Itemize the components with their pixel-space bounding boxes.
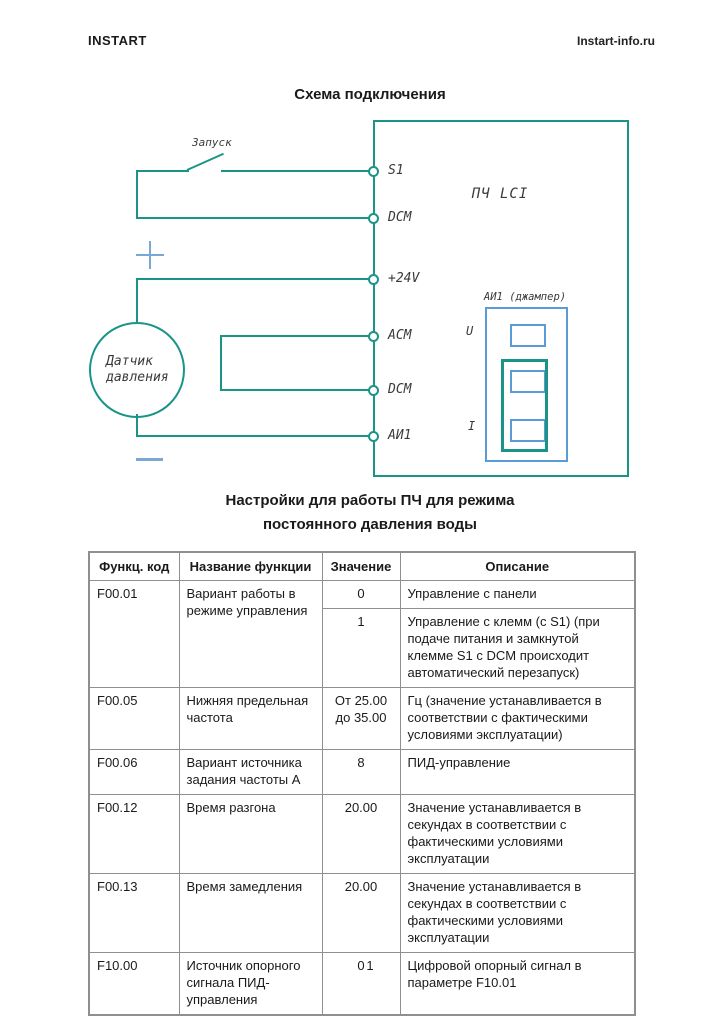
cell-value: 8 [322, 750, 400, 795]
wire-24v [136, 278, 373, 280]
jumper-voltage-label: U [466, 324, 474, 338]
cell-name: Вариант источника задания частоты А [179, 750, 322, 795]
cell-value: 0 [322, 581, 400, 609]
wire-s1-left [137, 170, 189, 172]
wire-loop-vertical [220, 335, 222, 391]
terminal-dot-s1 [368, 166, 379, 177]
cell-desc: Значение устанавливается в секундах в соответствии с фактическими условиями эксплуатации [400, 874, 635, 953]
cell-code: F10.00 [89, 953, 179, 1016]
terminal-dot-24v [368, 274, 379, 285]
minus-icon [136, 458, 163, 461]
jumper-pin-u [510, 324, 546, 347]
cell-code: F00.06 [89, 750, 179, 795]
cell-desc: Управление с панели [400, 581, 635, 609]
cell-desc: Значение устанавливается в секундах в соответствии с фактическими условиями эксплуатации [400, 795, 635, 874]
cell-value: 20.00 [322, 874, 400, 953]
jumper-current-label: I [468, 419, 476, 433]
wire-s1-right [221, 170, 373, 172]
cell-value: 0 [322, 953, 400, 1016]
col-header-code: Функц. код [89, 552, 179, 581]
cell-desc: ПИД-управление [400, 750, 635, 795]
table-row [89, 795, 635, 874]
cell-code: F00.13 [89, 874, 179, 953]
terminal-label-s1: S1 [388, 163, 404, 178]
cell-name: Нижняя предельная частота [179, 688, 322, 750]
page-number: 1 [366, 958, 374, 973]
site-url: Instart-info.ru [577, 34, 655, 48]
wire-s1-dcm-link [136, 170, 138, 219]
switch-blade-icon [187, 153, 224, 171]
switch-label: Запуск [192, 136, 232, 149]
wire-ai1 [136, 435, 373, 437]
cell-code: F00.01 [89, 581, 179, 688]
settings-title-line1: Настройки для работы ПЧ для режима [225, 492, 515, 509]
wire-dcm2 [221, 389, 373, 391]
brand-logo: INSTART [88, 33, 147, 48]
terminal-dot-ai1 [368, 431, 379, 442]
pressure-sensor-label: Датчик давления [106, 354, 169, 385]
terminal-dot-dcm2 [368, 385, 379, 396]
plus-icon [149, 241, 151, 269]
table-row [89, 581, 635, 609]
table-row [89, 874, 635, 953]
terminal-label-acm: ACM [388, 328, 412, 343]
cell-value: От 25.00 до 35.00 [322, 688, 400, 750]
jumper-label: АИ1 (джампер) [483, 291, 567, 303]
settings-table [88, 551, 636, 1016]
col-header-desc: Описание [400, 552, 635, 581]
terminal-label-ai1: АИ1 [388, 428, 412, 443]
terminal-label-24v: +24V [388, 271, 420, 286]
table-row [89, 688, 635, 750]
terminal-dot-dcm1 [368, 213, 379, 224]
settings-title-line2: постоянного давления воды [263, 516, 477, 533]
cell-value: 20.00 [322, 795, 400, 874]
wire-acm [221, 335, 373, 337]
settings-title [20, 489, 720, 537]
table-header-row [89, 552, 635, 581]
table-row [89, 750, 635, 795]
cell-name: Время разгона [179, 795, 322, 874]
wire-sensor-top [136, 278, 138, 324]
cell-desc: Гц (значение устанавливается в соответствии с фактическими условиями эксплуатации) [400, 688, 635, 750]
cell-name: Вариант работы в режиме управления [179, 581, 322, 688]
terminal-label-dcm1: DCM [388, 210, 412, 225]
diagram-title: Схема подключения [294, 86, 446, 103]
col-header-name: Название функции [179, 552, 322, 581]
cell-desc: Цифровой опорный сигнал в параметре F10.01 [400, 953, 635, 1016]
terminal-label-dcm2: DCM [388, 382, 412, 397]
wire-dcm1 [136, 217, 373, 219]
cell-code: F00.05 [89, 688, 179, 750]
col-header-value: Значение [322, 552, 400, 581]
cell-desc: Управление с клемм (с S1) (при подаче питания и замкнутой клемме S1 с DCM происходит автоматический перезапуск) [400, 609, 635, 688]
terminal-dot-acm [368, 331, 379, 342]
pressure-sensor [89, 322, 185, 418]
cell-name: Время замедления [179, 874, 322, 953]
cell-name: Источник опорного сигнала ПИД-управления [179, 953, 322, 1016]
cell-code: F00.12 [89, 795, 179, 874]
jumper-cap [501, 359, 548, 452]
inverter-label: ПЧ LCI [471, 186, 529, 202]
wire-sensor-bottom [136, 414, 138, 437]
cell-value: 1 [322, 609, 400, 688]
